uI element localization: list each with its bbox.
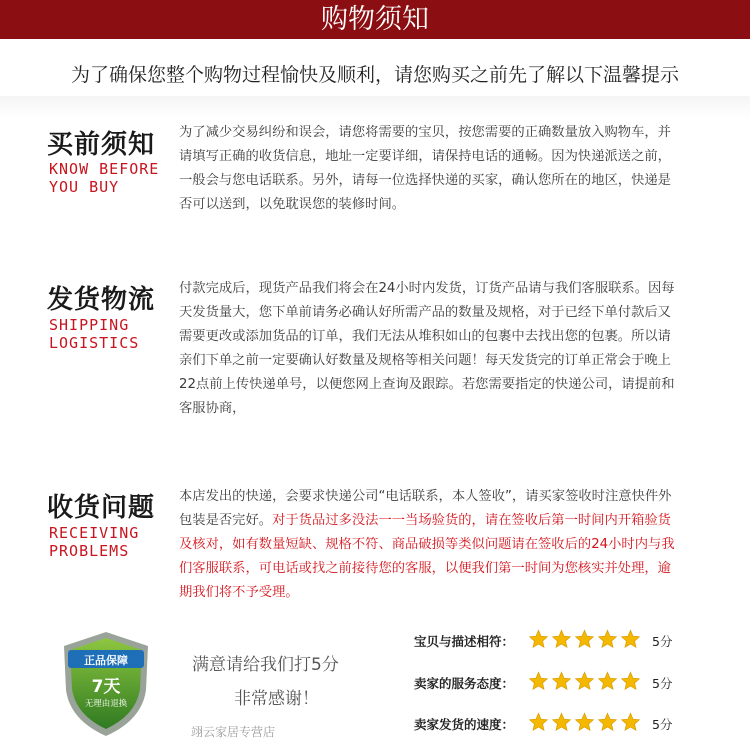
rating-score: 5分 xyxy=(652,717,673,732)
divider-band xyxy=(0,96,750,118)
rating-stars xyxy=(528,671,643,695)
star-icon xyxy=(574,671,595,691)
rating-stars xyxy=(528,712,643,736)
subtitle-line: YOU BUY xyxy=(49,178,120,196)
store-name: 翊云家居专营店 xyxy=(191,725,276,739)
star-icon xyxy=(574,629,595,649)
star-icon xyxy=(597,629,618,649)
star-icon xyxy=(597,712,618,732)
star-icon xyxy=(620,629,641,649)
intro-text: 为了确保您整个购物过程愉快及顺利，请您购买之前先了解以下温馨提示 xyxy=(70,64,679,86)
thanks-line-1: 满意请给我们打5分 xyxy=(192,655,339,675)
rating-row-service xyxy=(414,674,526,692)
subtitle-line: PROBLEMS xyxy=(49,542,130,560)
rating-label: 卖家发货的速度： xyxy=(414,717,515,732)
rating-label: 卖家的服务态度： xyxy=(414,676,515,691)
rating-stars xyxy=(528,629,643,653)
section-title-receiving: 收货问题 xyxy=(47,493,156,523)
section-subtitle-receiving xyxy=(49,524,139,560)
rating-score: 5分 xyxy=(652,634,673,649)
subtitle-line: RECEIVING xyxy=(49,524,140,542)
rating-row-shipping-speed xyxy=(414,715,526,733)
star-icon xyxy=(597,671,618,691)
star-icon xyxy=(528,712,549,732)
star-icon xyxy=(528,671,549,691)
rating-score: 5分 xyxy=(652,676,673,691)
star-icon xyxy=(620,671,641,691)
star-icon xyxy=(551,712,572,732)
section-title-before-buy: 买前须知 xyxy=(47,130,156,160)
receiving-text-plain: 本店发出的快递，会要求快递公司“电话联系，本人签收”，请买家签收时注意快件外包装是否完好。 xyxy=(179,489,672,528)
thanks-line-2: 非常感谢！ xyxy=(234,689,319,709)
shield-icon xyxy=(58,628,154,740)
subtitle-line: KNOW BEFORE xyxy=(49,160,160,178)
section-body-receiving xyxy=(179,485,679,605)
section-title-shipping: 发货物流 xyxy=(47,285,156,315)
star-icon xyxy=(620,712,641,732)
badge-top-text: 正品保障 xyxy=(84,654,128,667)
star-icon xyxy=(551,629,572,649)
rating-row-description xyxy=(414,632,526,650)
star-icon xyxy=(551,671,572,691)
subtitle-line: SHIPPING xyxy=(49,316,130,334)
page-title: 购物须知 xyxy=(321,4,429,35)
section-body-shipping: 付款完成后，现货产品我们将会在24小时内发货，订货产品请与我们客服联系。因每天发货量大，您下单前请务必确认好所需产品的数量及规格，对于已经下单付款后又需要更改或添加货品的订单，我们无法从堆积如山的包裹中去找出您的包裹。所以请亲们下单之前一定要确认好数量及规格等相关问题！每天发货完的订单正常会于晚上22点前上传快递单号，以便您网上查询及跟踪。若您需要指定的快递公司，请提前和客服协商， xyxy=(179,281,675,416)
section-subtitle-shipping xyxy=(49,316,139,352)
badge-days-text: 7天 xyxy=(91,677,121,697)
section-body-before-buy: 为了减少交易纠纷和误会，请您将需要的宝贝，按您需要的正确数量放入购物车，并请填写正确的收货信息，地址一定要详细，请保持电话的通畅。因为快递派送之前，一般会与您电话联系。另外，请每一位选择快递的买家，确认您所在的地区，快递是否可以送到，以免耽误您的装修时间。 xyxy=(179,125,671,212)
star-icon xyxy=(528,629,549,649)
receiving-text-warning: 对于货品过多没法一一当场验货的，请在签收后第一时间内开箱验货及核对，如有数量短缺、规格不符、商品破损等类似问题请在签收后的24小时内与我们客服联系，可电话或找之前接待您的客服，以便我们第一时间为您核实并处理，逾期我们将不予受理。 xyxy=(179,513,675,600)
section-subtitle-before-buy xyxy=(49,160,159,196)
subtitle-line: LOGISTICS xyxy=(49,334,140,352)
star-icon xyxy=(574,712,595,732)
rating-label: 宝贝与描述相符： xyxy=(414,634,515,649)
page-header xyxy=(0,0,750,39)
genuine-guarantee-badge xyxy=(58,628,154,740)
badge-sub-text: 无理由退换 xyxy=(84,699,128,709)
